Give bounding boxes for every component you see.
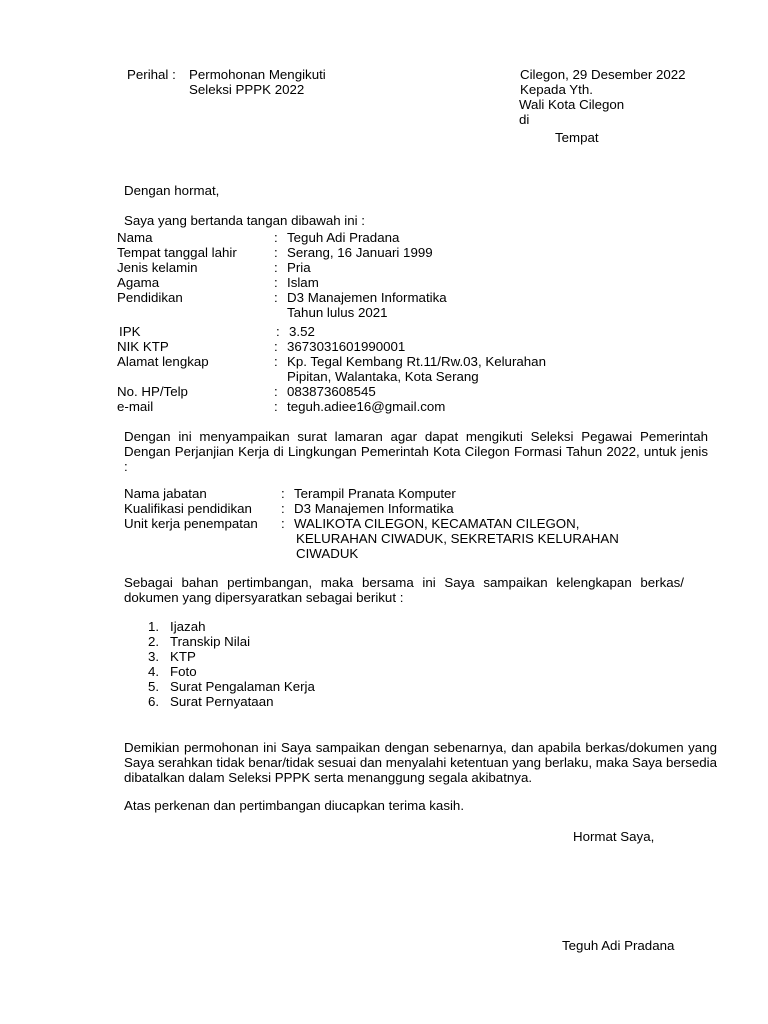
recipient-line: Wali Kota Cilegon (519, 97, 625, 112)
signer-name: Teguh Adi Pradana (562, 938, 675, 953)
detail-value-line: Kp. Tegal Kembang Rt.11/Rw.03, Kelurahan (287, 354, 546, 369)
detail-label: Agama (117, 275, 160, 290)
perihal-label: Perihal : (127, 67, 176, 82)
detail-row (117, 354, 677, 384)
detail-value-line: KELURAHAN CIWADUK, SEKRETARIS KELURAHAN (296, 531, 619, 546)
detail-row (117, 290, 677, 320)
recipient-line: Kepada Yth. (520, 82, 593, 97)
detail-row (117, 260, 677, 275)
letter-date: Cilegon, 29 Desember 2022 (520, 67, 686, 82)
detail-value: Pria (287, 260, 311, 275)
detail-row (124, 486, 684, 501)
perihal-subject (189, 67, 326, 97)
separator: : (274, 384, 278, 399)
greeting: Dengan hormat, (124, 183, 220, 198)
documents-paragraph: Sebagai bahan pertimbangan, maka bersama ini Saya sampaikan kelengkapan berkas/ dokumen yang dipersyaratkan sebagai berikut : (124, 575, 684, 605)
detail-label: Nama (117, 230, 153, 245)
detail-label: Tempat tanggal lahir (117, 245, 237, 260)
detail-label: Alamat lengkap (117, 354, 209, 369)
separator: : (281, 516, 285, 531)
closing-salutation: Hormat Saya, (573, 829, 655, 844)
list-item (124, 664, 315, 679)
separator: : (281, 486, 285, 501)
detail-row (124, 516, 684, 561)
detail-label: No. HP/Telp (117, 384, 188, 399)
detail-label: Kualifikasi pendidikan (124, 501, 252, 516)
detail-value-line: Tahun lulus 2021 (287, 305, 388, 320)
detail-row (117, 245, 677, 260)
separator: : (274, 339, 278, 354)
list-number: 5. (148, 679, 160, 694)
applicant-details (117, 230, 677, 414)
list-number: 3. (148, 649, 160, 664)
detail-value-line: Pipitan, Walantaka, Kota Serang (287, 369, 479, 384)
recipient-line: Tempat (555, 130, 599, 145)
perihal-line: Permohonan Mengikuti (189, 67, 326, 82)
statement-paragraph: Demikian permohonan ini Saya sampaikan dengan sebenarnya, dan apabila berkas/dokumen yang Saya serahkan tidak benar/tidak sesuai dan menyalahi ketentuan yang berlaku, maka Saya bersedia dibatalkan dalam Seleksi PPPK serta menanggung segala akibatnya. (124, 740, 717, 785)
separator: : (274, 399, 278, 414)
list-number: 4. (148, 664, 160, 679)
recipient-block (517, 67, 686, 145)
separator: : (274, 245, 278, 260)
list-item-label: Foto (170, 664, 197, 679)
list-item-label: Ijazah (170, 619, 206, 634)
detail-value: Teguh Adi Pradana (287, 230, 400, 245)
separator: : (276, 324, 280, 339)
perihal-line: Seleksi PPPK 2022 (189, 82, 305, 97)
detail-label: Unit kerja penempatan (124, 516, 258, 531)
detail-value: teguh.adiee16@gmail.com (287, 399, 446, 414)
list-item-label: Surat Pernyataan (170, 694, 274, 709)
list-number: 1. (148, 619, 160, 634)
list-item (124, 619, 315, 634)
detail-value: Terampil Pranata Komputer (294, 486, 456, 501)
detail-row (117, 230, 677, 245)
list-item-label: Transkip Nilai (170, 634, 251, 649)
list-number: 2. (148, 634, 160, 649)
position-details (124, 486, 684, 561)
list-item (124, 679, 315, 694)
list-item-label: Surat Pengalaman Kerja (170, 679, 315, 694)
detail-value-line: CIWADUK (296, 546, 359, 561)
detail-value: 3.52 (289, 324, 315, 339)
separator: : (274, 290, 278, 305)
list-item-label: KTP (170, 649, 196, 664)
separator: : (274, 260, 278, 275)
detail-value-line: D3 Manajemen Informatika (287, 290, 447, 305)
separator: : (281, 501, 285, 516)
detail-label: NIK KTP (117, 339, 169, 354)
detail-label: e-mail (117, 399, 154, 414)
detail-value (287, 290, 677, 320)
detail-value (287, 354, 677, 384)
detail-row (124, 501, 684, 516)
detail-row (117, 339, 677, 354)
detail-row (117, 384, 677, 399)
list-item (124, 694, 315, 709)
detail-value (294, 516, 684, 561)
detail-row (117, 324, 677, 339)
detail-row (117, 275, 677, 290)
separator: : (274, 230, 278, 245)
separator: : (274, 275, 278, 290)
list-item (124, 649, 315, 664)
detail-value: Serang, 16 Januari 1999 (287, 245, 433, 260)
separator: : (274, 354, 278, 369)
detail-row (117, 399, 677, 414)
detail-label: IPK (119, 324, 141, 339)
detail-label: Nama jabatan (124, 486, 207, 501)
detail-label: Jenis kelamin (117, 260, 198, 275)
intro-text: Saya yang bertanda tangan dibawah ini : (124, 213, 365, 228)
documents-list (124, 619, 315, 709)
detail-value: 3673031601990001 (287, 339, 406, 354)
detail-value: D3 Manajemen Informatika (294, 501, 454, 516)
application-paragraph: Dengan ini menyampaikan surat lamaran agar dapat mengikuti Seleksi Pegawai Pemerintah Dengan Perjanjian Kerja di Lingkungan Pemerintah Kota Cilegon Formasi Tahun 2022, untuk jenis : (124, 429, 708, 474)
detail-value: Islam (287, 275, 319, 290)
detail-label: Pendidikan (117, 290, 183, 305)
thanks-paragraph: Atas perkenan dan pertimbangan diucapkan terima kasih. (124, 798, 465, 813)
list-item (124, 634, 315, 649)
detail-value-line: WALIKOTA CILEGON, KECAMATAN CILEGON, (294, 516, 580, 531)
recipient-line: di (519, 112, 530, 127)
list-number: 6. (148, 694, 160, 709)
detail-value: 083873608545 (287, 384, 376, 399)
